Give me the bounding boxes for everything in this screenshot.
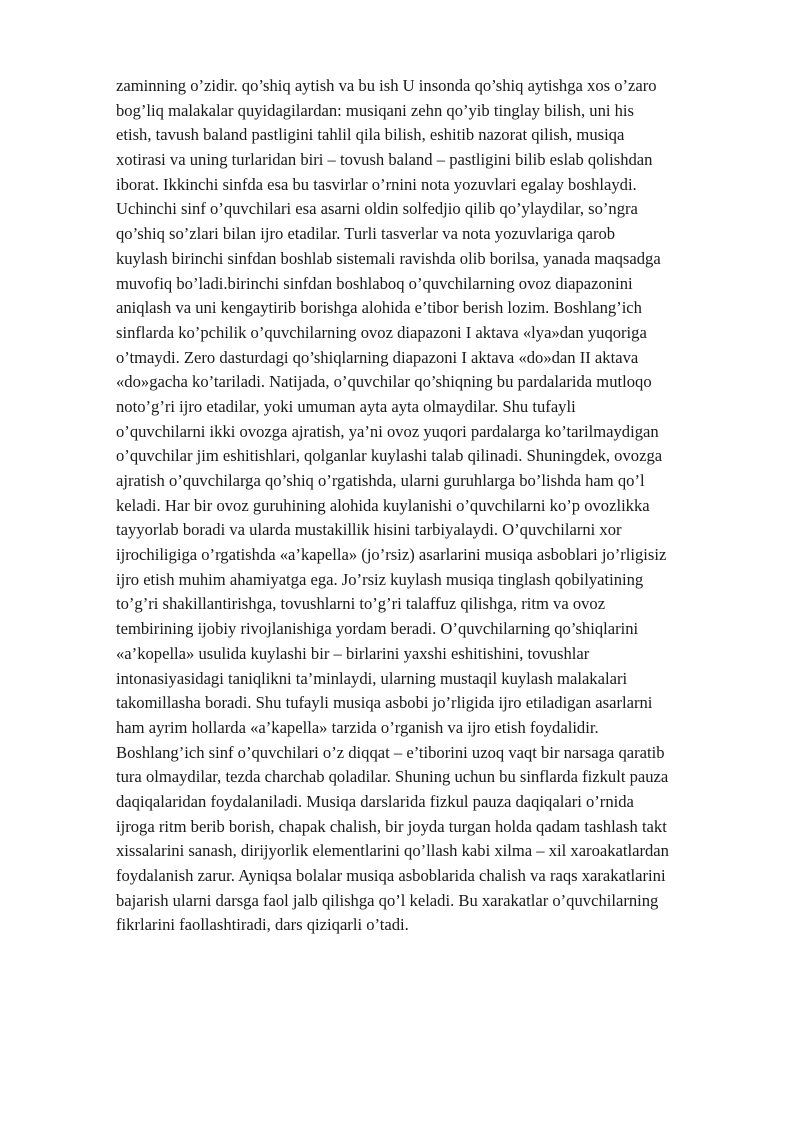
- text-line: bajarish ularni darsga faol jalb qilishga qo’l keladi. Bu xarakatlar o’quvchilarning: [116, 890, 659, 910]
- text-line: bog’liq malakalar quyidagilardan: musiqani zehn qo’yib tinglay bilish, uni his: [116, 100, 634, 120]
- text-line: keladi. Har bir ovoz guruhining alohida kuylanishi o’quvchilarni ko’p ovozlikka: [116, 495, 650, 515]
- text-line: muvofiq bo’ladi.birinchi sinfdan boshlaboq o’quvchilarning ovoz diapazonini: [116, 273, 633, 293]
- text-line: o’quvchilar jim eshitishlari, qolganlar kuylashi talab qilinadi. Shuningdek, ovozga: [116, 446, 663, 466]
- text-line: to’g’ri shakillantirishga, tovushlarni to’g’ri talaffuz qilishga, ritm va ovoz: [116, 594, 606, 614]
- text-line: tembirining ijobiy rivojlanishiga yordam beradi. O’quvchilarning qo’shiqlarini: [116, 619, 639, 639]
- text-line: daqiqalaridan foydalaniladi. Musiqa darslarida fizkul pauza daqiqalari o’rnida: [116, 791, 634, 811]
- text-line: o’tmaydi. Zero dasturdagi qo’shiqlarning diapazoni I aktava «do»dan II aktava: [116, 347, 639, 367]
- text-line: ham ayrim hollarda «a’kapella» tarzida o’rganish va ijro etish foydalidir.: [116, 717, 599, 737]
- text-line: noto’g’ri ijro etadilar, yoki umuman ayta ayta olmaydilar. Shu tufayli: [116, 396, 576, 416]
- text-line: ijrochiligiga o’rgatishda «a’kapella» (jo’rsiz) asarlarini musiqa asboblari jo’rligisiz: [116, 545, 667, 565]
- text-line: foydalanish zarur. Ayniqsa bolalar musiqa asboblarida chalish va raqs xarakatlarini: [116, 866, 666, 885]
- text-line: tura olmaydilar, tezda charchab qoladilar. Shuning uchun bu sinflarda fizkult pauza: [116, 767, 669, 787]
- text-line: fikrlarini faollashtiradi, dars qiziqarli o’tadi.: [116, 915, 409, 935]
- text-line: o’quvchilarni ikki ovozga ajratish, ya’ni ovoz yuqori pardalarga ko’tarilmaydigan: [116, 421, 659, 441]
- text-line: xissalarini sanash, dirijyorlik elementlarini qo’llash kabi xilma – xil xaroakatlardan: [116, 841, 669, 861]
- text-line: kuylash birinchi sinfdan boshlab sistemali ravishda olib borilsa, yanada maqsadga: [116, 248, 661, 268]
- text-line: intonasiyasidagi taniqlikni ta’minlaydi, ularning mustaqil kuylash malakalari: [116, 668, 628, 688]
- text-line: sinflarda ko’pchilik o’quvchilarning ovoz diapazoni I aktava «lya»dan yuqoriga: [116, 322, 647, 342]
- text-line: qo’shiq so’zlari bilan ijro etadilar. Turli tasverlar va nota yozuvlariga qarob: [116, 224, 616, 244]
- text-line: Uchinchi sinf o’quvchilari esa asarni oldin solfedjio qilib qo’ylaydilar, so’ngra: [116, 199, 638, 219]
- text-line: tayyorlab boradi va ularda mustakillik hisini tarbiyalaydi. O’quvchilarni xor: [116, 520, 622, 540]
- text-line: Boshlang’ich sinf o’quvchilari o’z diqqat – e’tiborini uzoq vaqt bir narsaga qaratib: [116, 742, 665, 762]
- text-line: etish, tavush baland pastligini tahlil qila bilish, eshitib nazorat qilish, musiqa: [116, 125, 625, 145]
- text-line: ijro etish muhim ahamiyatga ega. Jo’rsiz kuylash musiqa tinglash qobilyatining: [116, 569, 644, 589]
- text-line: ijroga ritm berib borish, chapak chalish, bir joyda turgan holda qadam tashlash takt: [116, 816, 667, 836]
- text-line: «do»gacha ko’tariladi. Natijada, o’quvchilar qo’shiqning bu pardalarida mutloqo: [116, 372, 652, 392]
- text-line: xotirasi va uning turlaridan biri – tovush baland – pastligini bilib eslab qolishdan: [116, 150, 653, 170]
- body-text: [116, 74, 756, 938]
- text-line: «a’kopella» usulida kuylashi bir – birlarini yaxshi eshitishini, tovushlar: [116, 643, 590, 663]
- text-line: zaminning o’zidir. qo’shiq aytish va bu ish U insonda qo’shiq aytishga xos o’zaro: [116, 76, 657, 95]
- text-line: aniqlash va uni kengaytirib borishga alohida e’tibor berish lozim. Boshlang’ich: [116, 298, 642, 318]
- text-line: ajratish o’quvchilarga qo’shiq o’rgatishda, ularni guruhlarga bo’lishda ham qo’l: [116, 471, 645, 490]
- text-line: takomillashа boradi. Shu tufayli musiqa asbobi jo’rligida ijro etiladigan asarlarni: [116, 693, 653, 713]
- text-line: iborat. Ikkinchi sinfda esa bu tasvirlar o’rnini nota yozuvlari egalay boshlaydi.: [116, 174, 637, 194]
